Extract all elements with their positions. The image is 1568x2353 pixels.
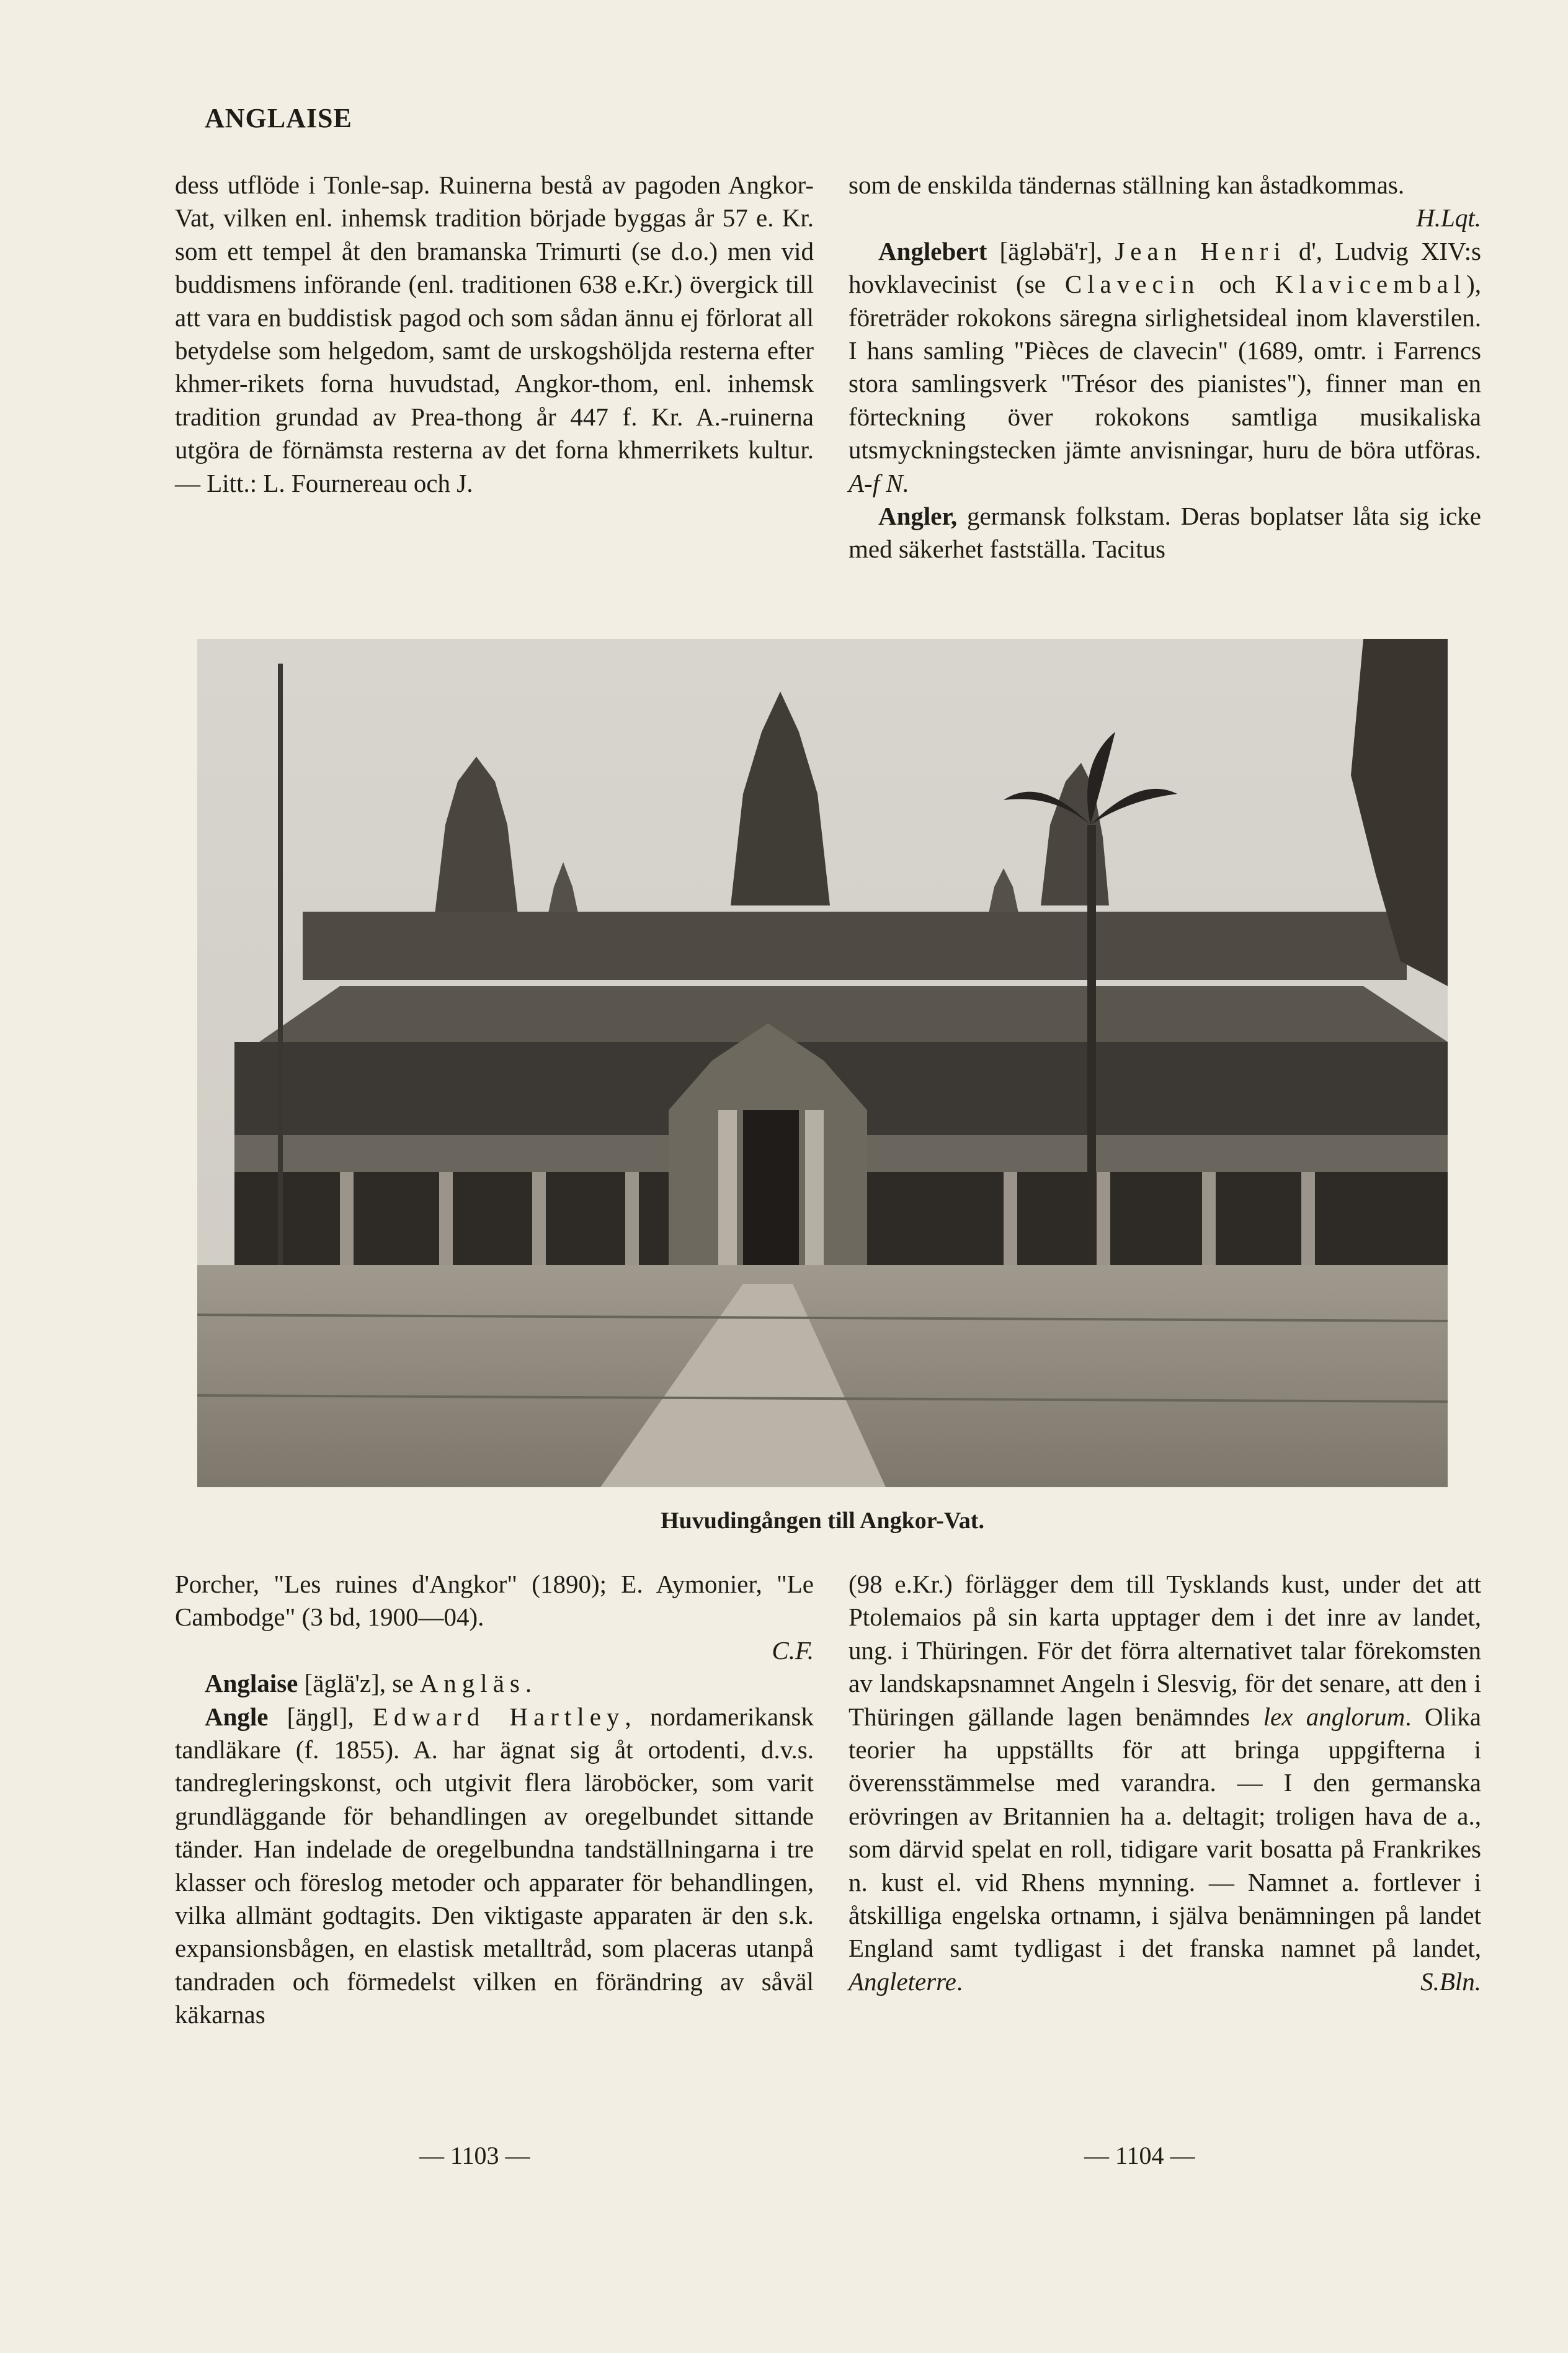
page-number-left: — 1103 — — [419, 2142, 530, 2169]
italic-term: Angleterre — [849, 1967, 956, 1996]
entry-anglebert — [849, 235, 1481, 500]
paragraph-text: som de enskilda tändernas ställning kan åstadkommas. — [849, 171, 1405, 199]
column-top-right — [849, 169, 1481, 566]
headword: Angler, — [878, 502, 958, 531]
paragraph-angler-continued — [849, 1568, 1481, 1998]
headword: Anglebert — [878, 236, 987, 265]
running-head: ANGLAISE — [205, 103, 352, 133]
person-name: Edward Hartley — [372, 1702, 625, 1731]
paragraph-text: . — [956, 1967, 963, 1996]
cross-reference: Angläs — [419, 1669, 525, 1698]
entry-text: och — [1200, 270, 1275, 299]
pronunciation: [äŋgl], — [268, 1702, 373, 1731]
author-signature: H.Lqt. — [1416, 203, 1481, 233]
entry-text: ), företräder rokokons säregna sirlighetsideal inom klaverstilen. I hans samling "Pièces de clavecin" (1689, omtr. i Farrencs stora samlingsverk "Trésor des pianistes"), finner man en förteckning över rokokons samtliga musikaliska utsmyckningstecken jämte anvisningar, huru de böra utföras. — [849, 270, 1482, 465]
entry-text: [äglä'z], se — [298, 1669, 420, 1698]
paragraph-text: . Olika teorier ha uppställts för att bringa uppgifterna i överensstämmelse med varandra. — I den germanska erövringen av Britannien ha a. deltagit; troligen hava de a., som därvid spelat en roll, tidigare varit bosatta på Frankrikes n. kust el. vid Rhens mynning. — Namnet a. fortlever i åtskilliga engelska ortnamn, i själva benämningen på landet England samt tydligast i det franska namnet på landet, — [849, 1702, 1482, 1963]
paragraph-angkor-continued: dess utflöde i Tonle-sap. Ruinerna bestå av pagoden Angkor-Vat, vilken enl. inhemsk tradition började byggas år 57 e. Kr. som ett tempel åt den bramanska Trimurti (se d.o.) men vid buddismens införande (enl. traditionen 638 e.Kr.) övergick till att vara en buddistisk pagod och som sådan ännu ej förlorat all betydelse som helgedom, samt de urskogshöljda resterna efter khmer-rikets forna huvudstad, Angkor-thom, enl. inhemsk tradition grundad av Prea-thong år 447 f. Kr. A.-ruinerna utgöra de förnämsta resterna av det forna khmerrikets kultur. — Litt.: L. Fournereau och J. — [175, 171, 814, 497]
italic-term: lex anglorum — [1263, 1702, 1405, 1731]
column-top-left — [175, 169, 814, 500]
photo-caption: Huvudingången till Angkor-Vat. — [661, 1508, 984, 1534]
entry-anglaise — [175, 1667, 814, 1700]
entry-angler — [849, 500, 1481, 566]
column-bottom-right — [849, 1568, 1481, 1998]
author-signature: S.Bln. — [1420, 1967, 1481, 1996]
author-signature: A-f N. — [849, 468, 909, 497]
entry-text: . — [525, 1669, 532, 1698]
page-number-right: — 1104 — — [1084, 2142, 1195, 2169]
paragraph-text: (98 e.Kr.) förlägger dem till Tysklands kust, under det att Ptolemaios på sin karta upptager dem i det inre av landet, ung. i Thüringen. För det förra alternativet talar förekomsten av landskapsnamnet Angeln i Slesvig, för det senare, att den i Thüringen gällande lagen benämndes — [849, 1570, 1481, 1731]
headword: Anglaise — [205, 1669, 298, 1698]
entry-text: d', Ludvig XIV:s hovklavecinist (se — [849, 236, 1481, 299]
author-signature: C.F. — [772, 1635, 814, 1665]
entry-text: , nordamerikansk tandläkare (f. 1855). A. har ägnat sig åt ortodenti, d.v.s. tandregleringskonst, och utgivit flera läroböcker, som varit grundläggande för behandlingen av oregelbundet sittande tänder. Han indelade de oregelbundna tandställningarna i tre klasser och föreslog metoder och apparater för behandlingen, vilka allmänt godtagits. Den viktigaste apparaten är den s.k. expansionsbågen, en elastisk metalltråd, som placeras utanpå tandraden och förmedelst vilken en förändring av såväl käkarnas — [175, 1702, 814, 2029]
column-bottom-left — [175, 1568, 814, 2032]
paragraph-literature — [175, 1568, 814, 1667]
cross-reference: Klavicembal — [1275, 270, 1467, 299]
headword: Angle — [205, 1702, 269, 1731]
cross-reference: Clavecin — [1064, 270, 1200, 299]
entry-text: germansk folkstam. Deras boplatser låta sig icke med säkerhet fastställa. Tacitus — [849, 502, 1481, 564]
photo-angkor-vat — [197, 639, 1448, 1487]
entry-angle — [175, 1701, 814, 2032]
paragraph-text: Porcher, "Les ruines d'Angkor" (1890); E. Aymonier, "Le Cambodge" (3 bd, 1900—04). — [175, 1570, 814, 1632]
person-name: Jean Henri — [1115, 236, 1286, 265]
temple-photo-drawing — [197, 639, 1448, 1487]
paragraph-angle-end — [849, 169, 1481, 235]
pronunciation: [ägləbä'r], — [987, 236, 1115, 265]
